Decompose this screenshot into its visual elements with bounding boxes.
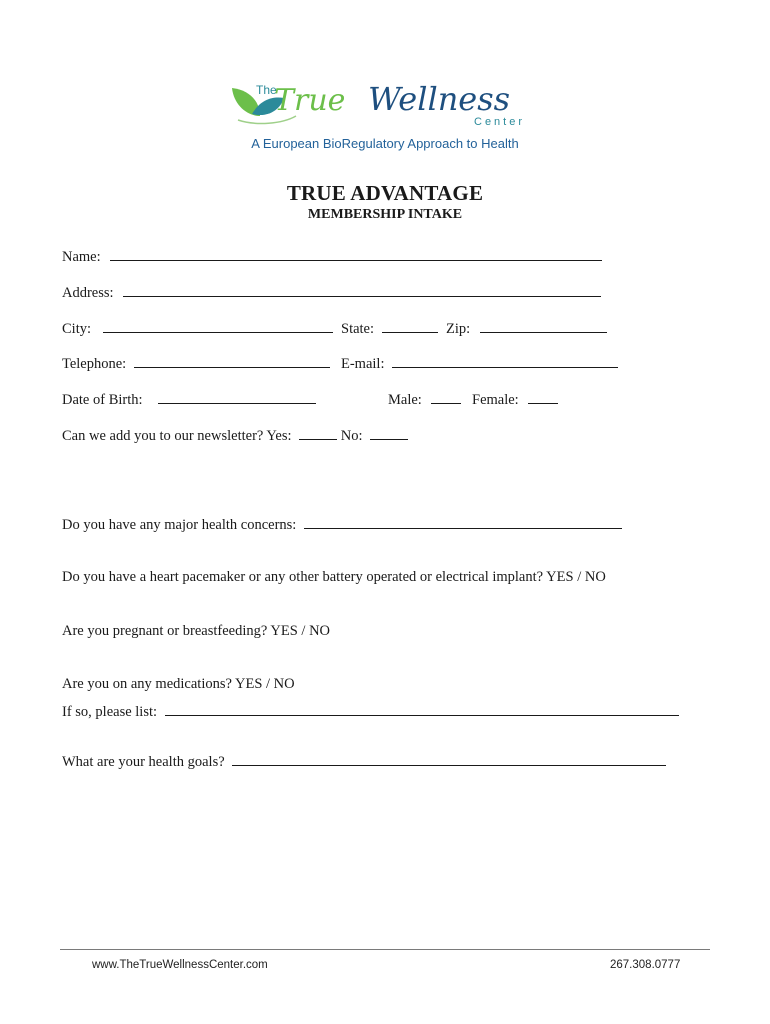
goals-row (62, 753, 666, 771)
state-label: State: (341, 321, 375, 337)
male-field[interactable] (431, 391, 461, 404)
footer-divider (60, 949, 710, 950)
state-field[interactable] (382, 320, 438, 333)
zip-field[interactable] (480, 320, 607, 333)
city-row (62, 320, 333, 338)
logo-the: The (256, 83, 277, 97)
email-label: E-mail: (341, 356, 385, 372)
female-field[interactable] (528, 391, 558, 404)
logo-wellness: Wellness (368, 80, 511, 118)
male-label: Male: (388, 392, 422, 408)
female-label: Female: (472, 392, 519, 408)
telephone-row (62, 355, 330, 373)
name-label: Name: (62, 249, 101, 265)
city-field[interactable] (103, 320, 333, 333)
address-field[interactable] (123, 284, 601, 297)
concerns-field[interactable] (304, 516, 622, 529)
newsletter-label: Can we add you to our newsletter? Yes: (62, 428, 292, 444)
newsletter-row (62, 427, 408, 445)
footer-phone[interactable]: 267.308.0777 (610, 959, 681, 971)
medications-question[interactable]: Are you on any medications? YES / NO (62, 676, 295, 692)
pacemaker-question[interactable]: Do you have a heart pacemaker or any other battery operated or electrical implant? YES / NO (62, 569, 606, 585)
true-wellness-logo (226, 58, 546, 128)
footer-website[interactable]: www.TheTrueWellnessCenter.com (92, 959, 268, 971)
tagline: A European BioRegulatory Approach to Health (251, 136, 519, 151)
concerns-label: Do you have any major health concerns: (62, 517, 297, 533)
newsletter-no-label: No: (340, 428, 363, 444)
logo-center: Center (474, 116, 526, 128)
goals-label: What are your health goals? (62, 754, 225, 770)
newsletter-yes-field[interactable] (299, 427, 337, 440)
email-row (341, 355, 618, 373)
dob-row (62, 391, 316, 409)
address-row (62, 284, 601, 302)
form-subtitle: MEMBERSHIP INTAKE (307, 207, 463, 222)
male-row (388, 391, 461, 409)
dob-label: Date of Birth: (62, 392, 143, 408)
form-title: TRUE ADVANTAGE (286, 181, 484, 205)
logo-true: True (274, 83, 346, 118)
telephone-label: Telephone: (62, 356, 127, 372)
telephone-field[interactable] (134, 355, 330, 368)
email-field[interactable] (392, 355, 618, 368)
newsletter-no-field[interactable] (370, 427, 408, 440)
medlist-row (62, 703, 679, 721)
state-row (341, 320, 438, 338)
pregnant-question[interactable]: Are you pregnant or breastfeeding? YES / NO (62, 623, 331, 639)
zip-label: Zip: (446, 321, 471, 337)
city-label: City: (62, 321, 92, 337)
address-label: Address: (62, 285, 114, 301)
concerns-row (62, 516, 622, 534)
goals-field[interactable] (232, 753, 666, 766)
zip-row (446, 320, 607, 338)
female-row (472, 391, 558, 409)
medlist-field[interactable] (165, 703, 679, 716)
dob-field[interactable] (158, 391, 316, 404)
medlist-label: If so, please list: (62, 704, 158, 720)
name-row (62, 248, 602, 266)
name-field[interactable] (110, 248, 602, 261)
